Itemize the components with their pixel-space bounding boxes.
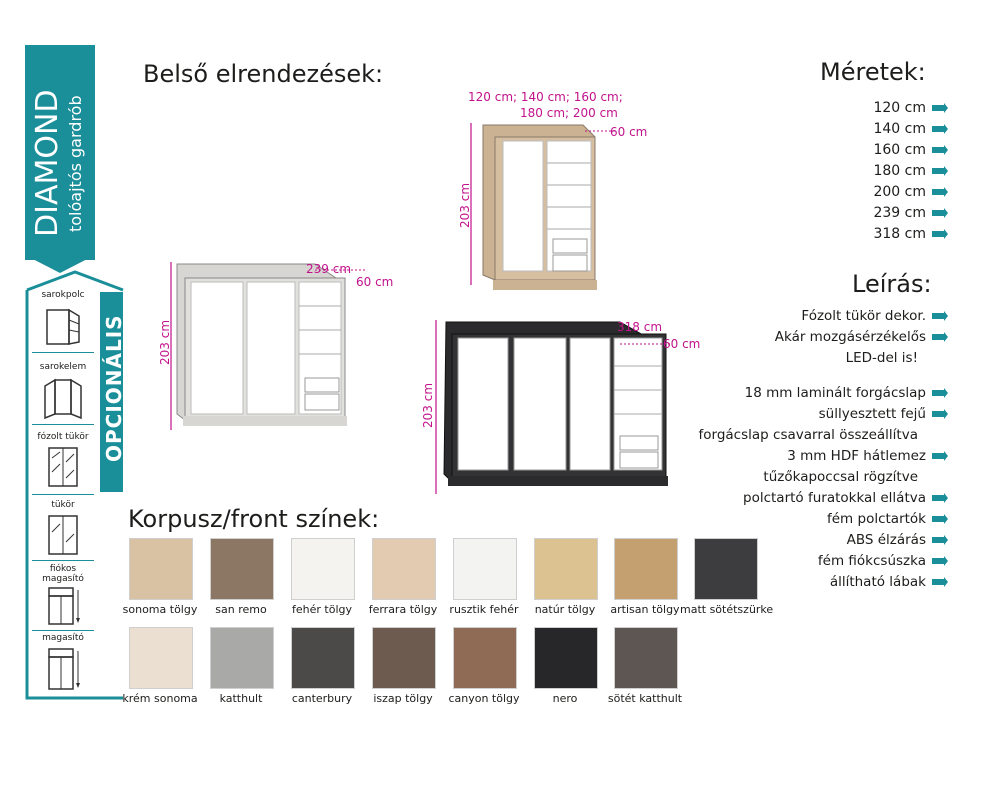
left-height-label: 203 cm xyxy=(158,319,172,365)
drawer-extender-icon xyxy=(43,586,83,626)
desc-row xyxy=(699,427,918,443)
swatch-label: natúr tölgy xyxy=(534,603,596,616)
swatch-label: sonoma tölgy xyxy=(122,603,198,616)
swatch-katthult[interactable] xyxy=(210,627,274,689)
arrow-icon xyxy=(932,124,948,134)
desc-row xyxy=(743,490,948,506)
desc-row xyxy=(818,553,948,569)
arrow-icon xyxy=(932,229,948,239)
desc-row xyxy=(745,385,948,401)
brand-subtitle: tolóajtós gardrób xyxy=(66,95,85,232)
size-row xyxy=(873,184,948,200)
option-divider xyxy=(32,424,94,425)
top-height-label: 203 cm xyxy=(458,182,472,228)
option-label: tükör xyxy=(51,500,75,510)
size-value: 200 cm xyxy=(873,184,926,200)
faceted-mirror-icon xyxy=(43,444,83,490)
optional-label: OPCIONÁLIS xyxy=(102,314,126,462)
swatch-label: matt sötétszürke xyxy=(680,603,774,616)
option-divider xyxy=(32,630,94,631)
right-height-label: 203 cm xyxy=(421,382,435,428)
inner-layouts-heading: Belső elrendezések: xyxy=(143,60,384,88)
size-value: 120 cm xyxy=(873,100,926,116)
size-value: 318 cm xyxy=(873,226,926,242)
swatch-label: nero xyxy=(552,692,578,705)
swatch-rusztik-feher[interactable] xyxy=(453,538,517,600)
right-width-label: 318 cm xyxy=(617,320,663,334)
desc-row xyxy=(847,532,948,548)
wardrobe-diagram-small xyxy=(455,115,615,295)
desc-text: süllyesztett fejű xyxy=(818,406,926,422)
size-value: 239 cm xyxy=(873,205,926,221)
desc-row xyxy=(775,329,948,345)
desc-text: Fózolt tükör dekor. xyxy=(801,308,926,324)
left-depth-label: 60 cm xyxy=(356,275,394,289)
brand-name: DIAMOND xyxy=(30,89,65,237)
size-row xyxy=(873,121,948,137)
option-label: magasító xyxy=(42,633,84,643)
arrow-icon xyxy=(932,208,948,218)
desc-row xyxy=(830,574,948,590)
swatch-label: rusztik fehér xyxy=(449,603,519,616)
desc-text: fém fiókcsúszka xyxy=(817,553,926,569)
size-value: 180 cm xyxy=(873,163,926,179)
swatch-label: artisan tölgy xyxy=(610,603,680,616)
left-width-label: 239 cm xyxy=(306,262,352,276)
arrow-icon xyxy=(932,535,948,545)
swatch-ferrara-tolgy[interactable] xyxy=(372,538,436,600)
size-row xyxy=(873,163,948,179)
swatch-sonoma-tolgy[interactable] xyxy=(129,538,193,600)
desc-text: LED-del is! xyxy=(845,350,918,366)
option-label: fiókos xyxy=(49,564,77,574)
option-drawer-extender[interactable] xyxy=(32,564,94,626)
swatch-iszap-tolgy[interactable] xyxy=(372,627,436,689)
arrow-icon xyxy=(932,514,948,524)
swatch-matt-sotetszurke[interactable] xyxy=(694,538,758,600)
option-corner-element[interactable] xyxy=(32,362,94,424)
swatch-canyon-tolgy[interactable] xyxy=(453,627,517,689)
desc-text: állítható lábak xyxy=(829,574,926,590)
desc-text: polctartó furatokkal ellátva xyxy=(743,490,926,506)
swatch-label: katthult xyxy=(219,692,263,705)
arrow-icon xyxy=(932,493,948,503)
option-label: sarokelem xyxy=(39,362,87,372)
arrow-icon xyxy=(932,311,948,321)
desc-text: fém polctartók xyxy=(827,511,926,527)
desc-text: ABS élzárás xyxy=(846,532,926,548)
swatch-krem-sonoma[interactable] xyxy=(129,627,193,689)
corner-shelf-icon xyxy=(43,302,83,348)
wardrobe-diagram-medium xyxy=(165,260,365,435)
swatch-sotet-katthult[interactable] xyxy=(614,627,678,689)
extender-icon xyxy=(43,645,83,693)
swatch-label: ferrara tölgy xyxy=(368,603,438,616)
arrow-icon xyxy=(932,388,948,398)
desc-row xyxy=(801,308,948,324)
swatch-label: canyon tölgy xyxy=(448,692,520,705)
arrow-icon xyxy=(932,556,948,566)
wardrobe-diagram-large xyxy=(430,318,670,498)
swatch-canterbury[interactable] xyxy=(291,627,355,689)
option-divider xyxy=(32,494,94,495)
swatch-natur-tolgy[interactable] xyxy=(534,538,598,600)
swatch-label: san remo xyxy=(215,603,267,616)
option-label: fózolt tükör xyxy=(37,432,89,442)
top-depth-label: 60 cm xyxy=(610,125,648,139)
swatch-san-remo[interactable] xyxy=(210,538,274,600)
swatch-label: fehér tölgy xyxy=(292,603,352,616)
option-label: sarokpolc xyxy=(41,290,85,300)
corner-element-icon xyxy=(41,374,85,420)
desc-text: 3 mm HDF hátlemez xyxy=(787,448,926,464)
option-extender[interactable] xyxy=(32,633,94,695)
arrow-icon xyxy=(932,187,948,197)
size-row xyxy=(873,205,948,221)
desc-row xyxy=(763,469,918,485)
right-depth-label: 60 cm xyxy=(663,337,701,351)
desc-row xyxy=(827,511,948,527)
arrow-icon xyxy=(932,409,948,419)
size-row xyxy=(873,100,948,116)
option-mirror[interactable] xyxy=(32,500,94,562)
desc-row xyxy=(819,406,948,422)
sizes-heading: Méretek: xyxy=(820,58,926,86)
desc-text: Akár mozgásérzékelős xyxy=(774,329,926,345)
top-widths-label-1: 120 cm; 140 cm; 160 cm; xyxy=(468,90,623,104)
size-value: 160 cm xyxy=(873,142,926,158)
option-corner-shelf[interactable] xyxy=(32,290,94,352)
desc-row xyxy=(846,350,918,366)
swatch-feher-tolgy[interactable] xyxy=(291,538,355,600)
size-row xyxy=(873,226,948,242)
desc-row xyxy=(787,448,948,464)
swatch-artisan-tolgy[interactable] xyxy=(614,538,678,600)
option-divider xyxy=(32,352,94,353)
swatch-nero[interactable] xyxy=(534,627,598,689)
desc-text: tűzőkapoccsal rögzítve xyxy=(763,469,918,485)
swatch-label: krém sonoma xyxy=(122,692,198,705)
option-label: magasító xyxy=(42,574,84,584)
top-widths-label-2: 180 cm; 200 cm xyxy=(520,106,618,120)
desc-text: forgácslap csavarral összeállítva xyxy=(698,427,918,443)
option-faceted-mirror[interactable] xyxy=(32,432,94,494)
swatch-label: iszap tölgy xyxy=(373,692,433,705)
option-divider xyxy=(32,560,94,561)
size-value: 140 cm xyxy=(873,121,926,137)
swatch-label: canterbury xyxy=(291,692,353,705)
description-heading: Leírás: xyxy=(852,270,932,298)
swatch-label: sötét katthult xyxy=(607,692,683,705)
desc-text: 18 mm laminált forgácslap xyxy=(744,385,926,401)
arrow-icon xyxy=(932,577,948,587)
arrow-icon xyxy=(932,332,948,342)
arrow-icon xyxy=(932,451,948,461)
mirror-icon xyxy=(43,512,83,558)
arrow-icon xyxy=(932,166,948,176)
arrow-icon xyxy=(932,145,948,155)
arrow-icon xyxy=(932,103,948,113)
colors-heading: Korpusz/front színek: xyxy=(128,505,380,533)
size-row xyxy=(873,142,948,158)
